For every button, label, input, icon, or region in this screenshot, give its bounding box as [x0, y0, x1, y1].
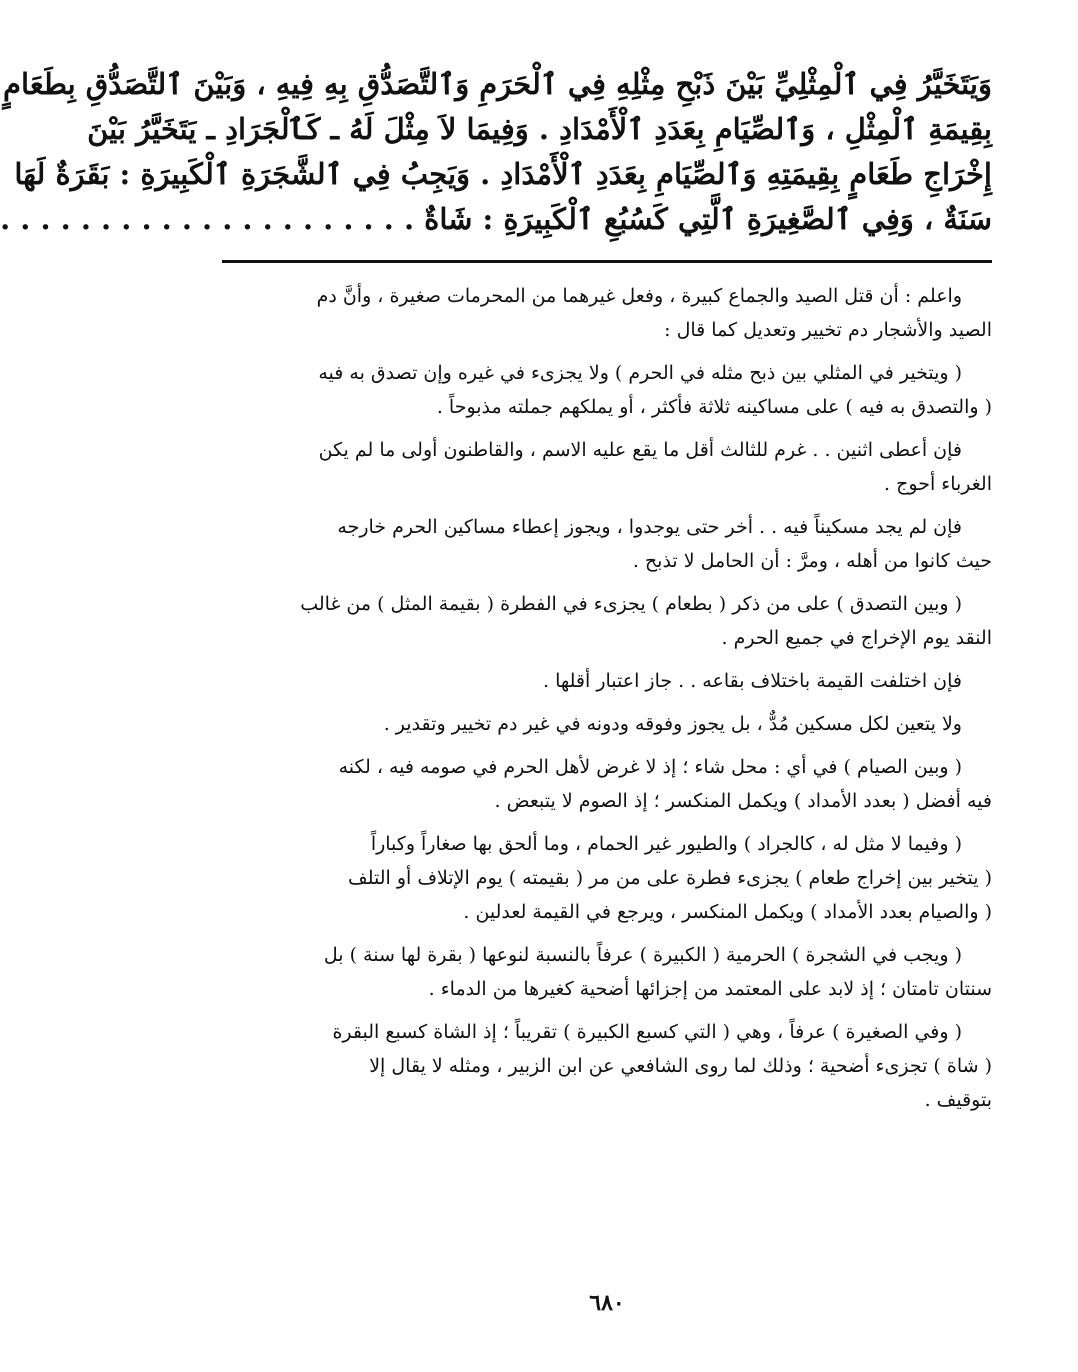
commentary-paragraph: [222, 707, 992, 741]
commentary-line: ( وبين التصدق ) على من ذكر ( بطعام ) يجزىء في الفطرة ( بقيمة المثل ) من غالب: [300, 593, 962, 615]
commentary-line: الغرباء أحوج .: [884, 473, 992, 495]
commentary-paragraph: [222, 356, 992, 424]
commentary-line: النقد يوم الإخراج في جميع الحرم .: [721, 627, 992, 649]
page-number: ٦٨٠: [589, 1290, 625, 1316]
commentary-line: فإن اختلفت القيمة باختلاف بقاعه . . جاز اعتبار أقلها .: [543, 670, 962, 692]
commentary-paragraph: [222, 827, 992, 929]
separator-rule: [222, 260, 992, 263]
commentary-line: فإن أعطى اثنين . . غرم للثالث أقل ما يقع عليه الاسم ، والقاطنون أولى ما لم يكن: [318, 439, 962, 461]
commentary-paragraph: [222, 510, 992, 578]
commentary-line: ( والصيام بعدد الأمداد ) ويكمل المنكسر ، ويرجع في القيمة لعدلين .: [463, 901, 992, 923]
commentary-line: ( ويتخير في المثلي بين ذبح مثله في الحرم ) ولا يجزىء في غيره وإن تصدق به فيه: [318, 362, 962, 384]
commentary-line: ( والتصدق به فيه ) على مساكينه ثلاثة فأكثر ، أو يملكهم جملته مذبوحاً .: [436, 396, 992, 418]
commentary-paragraph: [222, 279, 992, 347]
commentary-line: الصيد والأشجار دم تخيير وتعديل كما قال :: [664, 319, 992, 341]
main-text-line: إِخْرَاجِ طَعَامٍ بِقِيمَتِهِ وَٱلصِّيَامِ بِعَدَدِ ٱلْأَمْدَادِ . وَيَجِبُ فِي ٱلشَّجَرَةِ ٱلْكَبِيرَةِ : بَقَرَةٌ لَهَا: [14, 157, 992, 191]
commentary-line: ( يتخير بين إخراج طعام ) يجزىء فطرة على من مر ( بقيمته ) يوم الإتلاف أو التلف: [348, 867, 992, 889]
commentary-line: سنتان تامتان ؛ إذ لابد على المعتمد من إجزائها أضحية كغيرها من الدماء .: [428, 978, 992, 1000]
commentary-line: ( وبين الصيام ) في أي : محل شاء ؛ إذ لا غرض لأهل الحرم في صومه فيه ، لكنه: [338, 756, 962, 778]
commentary-line: بتوقيف .: [924, 1089, 992, 1111]
commentary-line: واعلم : أن قتل الصيد والجماع كبيرة ، وفعل غيرهما من المحرمات صغيرة ، وأنَّ دم: [316, 285, 962, 307]
main-text-line: بِقِيمَةِ ٱلْمِثْلِ ، وَٱلصِّيَامِ بِعَدَدِ ٱلْأَمْدَادِ . وَفِيمَا لاَ مِثْلَ لَهُ ـ كَٱلْجَرَادِ ـ يَتَخَيَّرُ بَيْنَ: [87, 112, 992, 146]
commentary-line: ( شاة ) تجزىء أضحية ؛ وذلك لما روى الشافعي عن ابن الزبير ، ومثله لا يقال إلا: [369, 1055, 992, 1077]
commentary-line: ولا يتعين لكل مسكين مُدٌّ ، بل يجوز وفوقه ودونه في غير دم تخيير وتقدير .: [383, 713, 962, 735]
commentary-line: فيه أفضل ( بعدد الأمداد ) ويكمل المنكسر ؛ إذ الصوم لا يتبعض .: [494, 790, 992, 812]
commentary-line: ( ويجب في الشجرة ) الحرمية ( الكبيرة ) عرفاً بالنسبة لنوعها ( بقرة لها سنة ) بل: [323, 944, 962, 966]
commentary-line: ( وفيما لا مثل له ، كالجراد ) والطيور غير الحمام ، وما ألحق بها صغاراً وكباراً: [370, 833, 962, 855]
commentary-paragraph: [222, 587, 992, 655]
commentary-paragraph: [222, 1015, 992, 1117]
commentary-paragraph: [222, 664, 992, 698]
commentary-paragraph: [222, 750, 992, 818]
main-text-line: سَنَةٌ ، وَفِي ٱلصَّغِيرَةِ ٱلَّتِي كَسُبُعِ ٱلْكَبِيرَةِ : شَاةٌ . . . . . . . . . . . . . . . . . . . . .: [0, 202, 992, 236]
commentary-line: حيث كانوا من أهله ، ومرَّ : أن الحامل لا تذبح .: [632, 550, 992, 572]
main-text: [0, 62, 992, 242]
commentary-line: ( وفي الصغيرة ) عرفاً ، وهي ( التي كسبع الكبيرة ) تقريباً ؛ إذ الشاة كسبع البقرة: [332, 1021, 962, 1043]
page: [0, 62, 992, 1372]
commentary: [222, 279, 992, 1117]
commentary-paragraph: [222, 938, 992, 1006]
commentary-paragraph: [222, 433, 992, 501]
commentary-line: فإن لم يجد مسكيناً فيه . . أخر حتى يوجدوا ، ويجوز إعطاء مساكين الحرم خارجه: [337, 516, 962, 538]
main-text-line: وَيَتَخَيَّرُ فِي ٱلْمِثْلِيِّ بَيْنَ ذَبْحِ مِثْلِهِ فِي ٱلْحَرَمِ وَٱلتَّصَدُّقِ بِهِ فِيهِ ، وَبَيْنَ ٱلتَّصَدُّقِ بِطَعَامٍ: [3, 67, 992, 101]
